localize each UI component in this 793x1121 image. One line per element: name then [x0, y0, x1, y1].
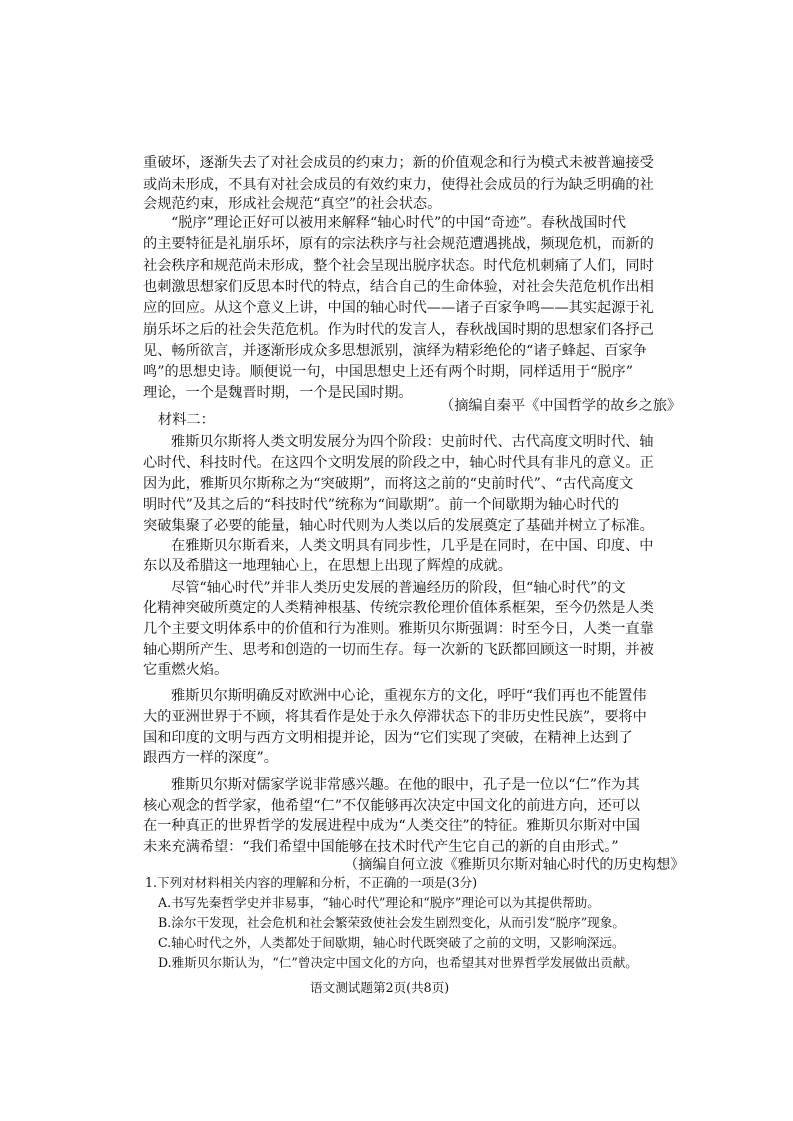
material1-line-9: 崩乐坏之后的社会失范危机。作为时代的发言人，春秋战国时期的思想家们各抒己 — [143, 322, 654, 338]
material1-line-11: 鸣”的思想史诗。顺便说一句，中国思想史上还有两个时期，同样适用于“脱序” — [143, 364, 633, 380]
material2-line-8: 尽管“轴心时代”并非人类历史发展的普遍经历的阶段，但“轴心时代”的文 — [171, 580, 626, 596]
material1-line-7: 也刺激思想家们反思本时代的特点，结合自己的生命体验，对社会失范危机作出相 — [143, 279, 654, 295]
question-option-a: A.书写先秦哲学史并非易事，“轴心时代”理论和“脱序”理论可以为其提供帮助。 — [158, 895, 600, 910]
material2-line-18: 核心观念的哲学家，他希望“仁”不仅能够再次决定中国文化的前进方向，还可以 — [143, 798, 640, 814]
material2-line-15: 国和印度的文明与西方文明相提并论，因为“它们实现了突破，在精神上达到了 — [143, 730, 633, 746]
material2-heading: 材料二： — [158, 412, 215, 428]
material2-line-10: 几个主要文明体系中的价值和行为准则。雅斯贝尔斯强调：时至今日，人类一直靠 — [143, 621, 654, 637]
material2-line-19: 在一种真正的世界哲学的发展进程中成为“人类交往”的特征。雅斯贝尔斯对中国 — [143, 818, 640, 834]
material2-line-1: 雅斯贝尔斯将人类文明发展分为四个阶段：史前时代、古代高度文明时代、轴 — [171, 434, 654, 450]
material2-line-9: 化精神突破所奠定的人类精神根基、传统宗教伦理价值体系框架，至今仍然是人类 — [143, 600, 654, 616]
material2-line-3: 因为此，雅斯贝尔斯称之为“突破期”，而将这之前的“史前时代”、“古代高度文 — [143, 476, 634, 492]
question-stem: 1.下列对材料相关内容的理解和分析，不正确的一项是(3分) — [145, 875, 478, 890]
material2-line-16: 跟西方一样的深度”。 — [143, 750, 278, 766]
material2-line-17: 雅斯贝尔斯对儒家学说非常感兴趣。在他的眼中，孔子是一位以“仁”作为其 — [171, 777, 640, 793]
material1-source: （摘编自秦平《中国哲学的故乡之旅》 — [440, 398, 682, 414]
material1-line-5: 的主要特征是礼崩乐坏，原有的宗法秩序与社会规范遭遇挑战，频现危机，而新的 — [143, 236, 654, 252]
material2-line-12: 它重燃火焰。 — [143, 662, 229, 678]
material1-line-8: 应的回应。从这个意义上讲，中国的轴心时代——诸子百家争鸣——其实起源于礼 — [143, 300, 654, 316]
material1-line-6: 社会秩序和规范尚未形成，整个社会呈现出脱序状态。时代危机刺痛了人们，同时 — [143, 258, 654, 274]
material1-line-4: “脱序”理论正好可以被用来解释“轴心时代”的中国“奇迹”。春秋战国时代 — [171, 215, 626, 231]
question-option-b: B.涂尔干发现，社会危机和社会繁荣致使社会发生剧烈变化，从而引发“脱序”现象。 — [158, 915, 625, 930]
page-footer: 语文测试题第2页(共8页) — [310, 980, 450, 995]
material2-line-2: 心时代、科技时代。在这四个文明发展的阶段之中，轴心时代具有非凡的意义。正 — [143, 455, 654, 471]
material1-line-1: 重破坏，逐渐失去了对社会成员的约束力；新的价值观念和行为模式未被普遍接受 — [143, 155, 654, 171]
material2-line-20: 未来充满希望：“我们希望中国能够在技术时代产生它自己的新的自由形式。” — [143, 839, 619, 855]
material2-line-7: 东以及希腊这一地理轴心上，在思想上出现了辉煌的成就。 — [143, 558, 512, 574]
material2-line-13: 雅斯贝尔斯明确反对欧洲中心论，重视东方的文化，呼吁“我们再也不能置伟 — [171, 688, 647, 704]
material1-line-2: 或尚未形成，不具有对社会成员的有效约束力，使得社会成员的行为缺乏明确的社 — [143, 177, 654, 193]
question-option-c: C.轴心时代之外，人类都处于间歇期，轴心时代既突破了之前的文明，又影响深远。 — [158, 935, 625, 950]
material2-line-4: 明时代”及其之后的“科技时代”统称为“间歇期”。前一个间歇期为轴心时代的 — [143, 497, 620, 513]
material2-source: （摘编自何立波《雅斯贝尔斯对轴心时代的历史构想》 — [344, 857, 685, 873]
material1-line-12: 理论，一个是魏晋时期，一个是民国时期。 — [143, 385, 413, 401]
material2-line-6: 在雅斯贝尔斯看来，人类文明具有同步性，几乎是在同时，在中国、印度、中 — [171, 538, 654, 554]
material2-line-14: 大的亚洲世界于不顾，将其看作是处于永久停滞状态下的非历史性民族”，要将中 — [143, 709, 647, 725]
material1-line-10: 见、畅所欲言，并逐渐形成众多思想派别，演绎为精彩绝伦的“诸子蜂起、百家争 — [143, 343, 647, 359]
question-option-d: D.雅斯贝尔斯认为，“仁”曾决定中国文化的方向，也希望其对世界哲学发展做出贡献。 — [158, 955, 638, 970]
material2-line-5: 突破集聚了必要的能量，轴心时代则为人类以后的发展奠定了基础并树立了标准。 — [143, 518, 654, 534]
material1-line-3: 会规范约束，形成社会规范“真空”的社会状态。 — [143, 196, 442, 212]
material2-line-11: 轴心期所产生、思考和创造的一切而生存。每一次新的飞跃都回顾这一时期，并被 — [143, 642, 654, 658]
